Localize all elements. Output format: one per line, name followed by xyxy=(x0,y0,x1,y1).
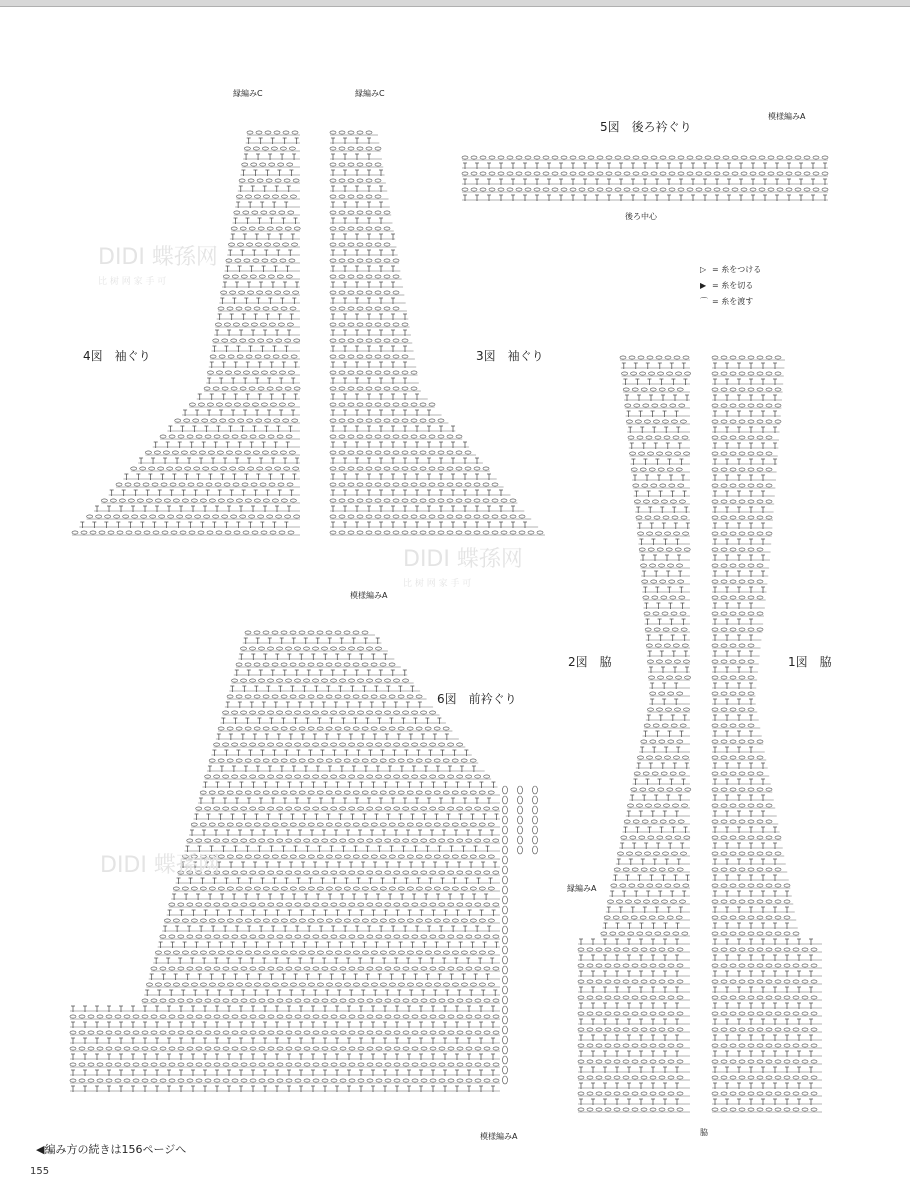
watermark-subtext-2: 比 树 网 家 手 可 xyxy=(403,579,472,589)
fig6-edge-column xyxy=(503,786,538,1084)
legend-text-carry: = 糸を渡す xyxy=(712,297,754,306)
back-center-label: 後ろ中心 xyxy=(625,212,657,221)
legend-symbol-cut: ▶ xyxy=(700,281,707,290)
fig6-title: 6図 前衿ぐり xyxy=(437,692,517,706)
edge-a-label-fig1: 縁編みA xyxy=(567,884,597,893)
fig5-title: 5図 後ろ衿ぐり xyxy=(600,120,692,134)
fig1-title: 1図 脇 xyxy=(788,655,832,669)
fig3-grid xyxy=(330,131,545,535)
watermark-text-3: DIDI 蝶孫网 xyxy=(100,853,220,878)
watermark-text-1: DIDI 蝶孫网 xyxy=(98,245,218,270)
pattern-a-label-fig6-bottom: 模様編みA xyxy=(480,1132,518,1141)
legend-text-attach: = 糸をつける xyxy=(712,265,762,274)
side-center-label: 脇 xyxy=(700,1128,708,1137)
continue-note: ◀編み方の続きは156ページへ xyxy=(36,1143,187,1156)
fig3-title: 3図 袖ぐり xyxy=(476,349,544,363)
pattern-a-label-fig6-top: 模様編みA xyxy=(350,591,388,600)
edge-c-label-left: 縁編みC xyxy=(233,89,263,98)
fig4-title: 4図 袖ぐり xyxy=(83,349,151,363)
legend-symbol-carry: ⌒ xyxy=(700,297,708,306)
pattern-a-label-fig5: 模様編みA xyxy=(768,112,806,121)
watermark-subtext-1: 比 树 网 家 手 可 xyxy=(98,277,167,287)
edge-c-label-right: 縁編みC xyxy=(355,89,385,98)
fig5-grid xyxy=(462,156,828,201)
page-number: 155 xyxy=(30,1166,50,1177)
fig2-title: 2図 脇 xyxy=(568,655,612,669)
legend-text-cut: = 糸を切る xyxy=(712,281,754,290)
stitch-grids xyxy=(70,131,828,1112)
fig2-grid xyxy=(578,356,691,1112)
legend-symbol-attach: ▷ xyxy=(700,265,707,274)
watermark-text-2: DIDI 蝶孫网 xyxy=(403,547,523,572)
fig1-grid xyxy=(712,356,822,1112)
fig4-grid xyxy=(72,131,300,535)
